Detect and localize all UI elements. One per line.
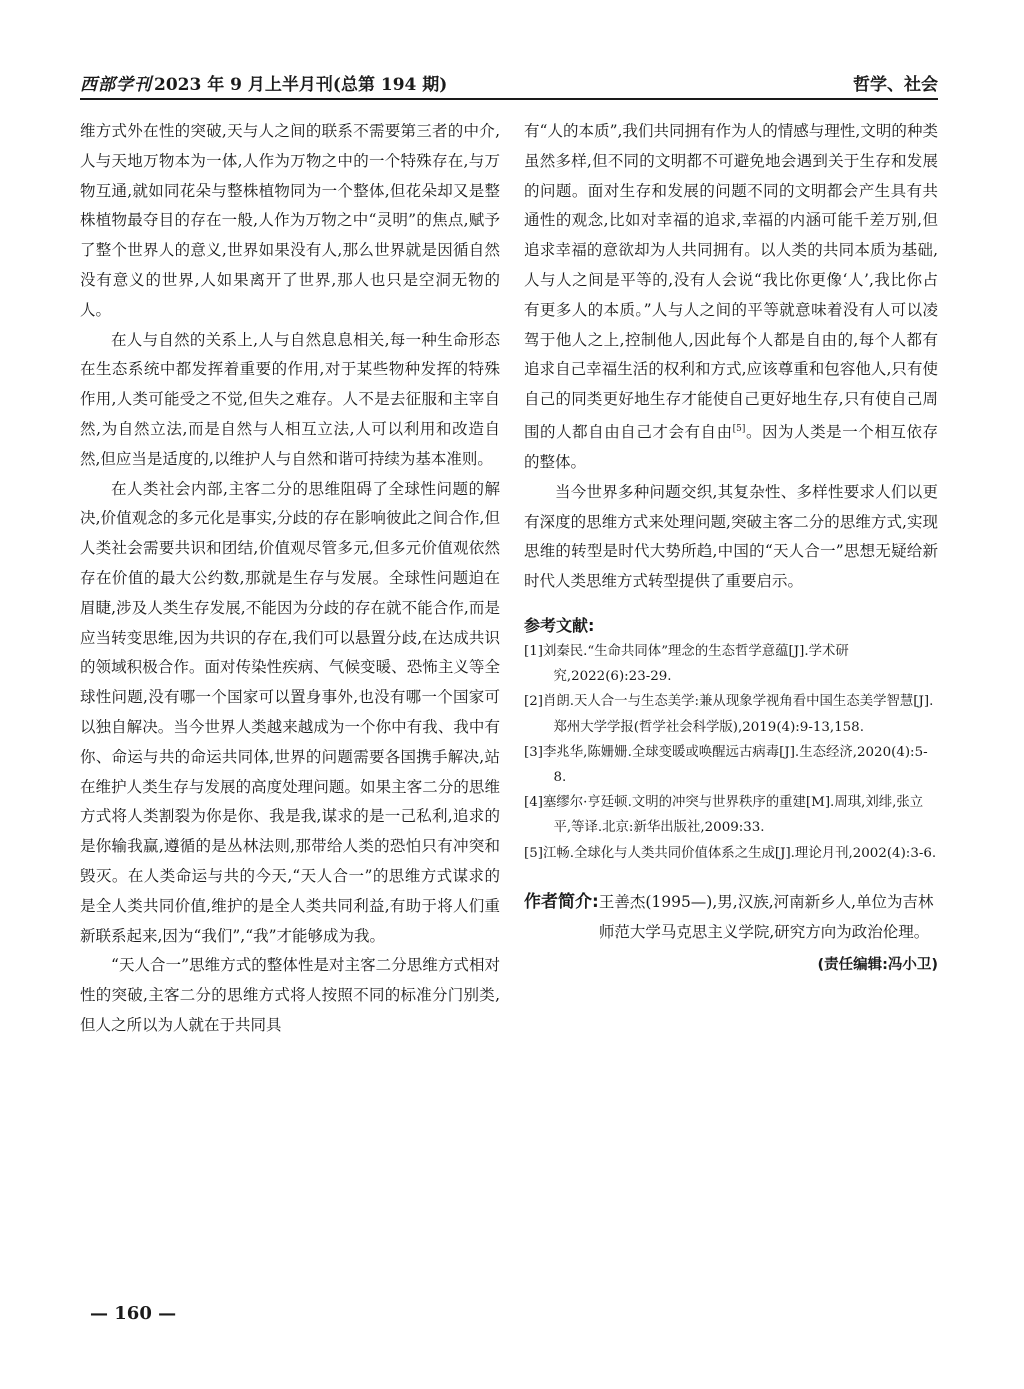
paragraph	[524, 117, 938, 478]
reference-item: [2]肖朗.天人合一与生态美学:兼从现象学视角看中国生态美学智慧[J].郑州大学学报(哲学社会科学版),2019(4):9-13,158.	[524, 694, 934, 735]
reference-item: [1]刘秦民.“生命共同体”理念的生态哲学意蕴[J].学术研究,2022(6):23-29.	[524, 643, 849, 685]
reference-item: [3]李兆华,陈姗姗.全球变暖或唤醒远古病毒[J].生态经济,2020(4):5-8.	[524, 744, 928, 785]
journal-issue	[80, 70, 447, 95]
right-column	[524, 117, 938, 981]
paragraph: “天人合一”思维方式的整体性是对主客二分思维方式相对性的突破,主客二分的思维方式将人按照不同的标准分门别类,但人之所以为人就在于共同具	[80, 956, 500, 1034]
section-name: 哲学、社会	[853, 75, 938, 95]
reference-item: [5]江畅.全球化与人类共同价值体系之生成[J].理论月刊,2002(4):3-6.	[524, 845, 937, 861]
paragraph-text: 。因为人类是一个相互依存的整体。	[524, 423, 938, 471]
page-number: — 160 —	[90, 1303, 177, 1324]
author-bio-text: 王善杰(1995—),男,汉族,河南新乡人,单位为吉林师范大学马克思主义学院,研究方向为政治伦理。	[598, 892, 934, 941]
responsible-editor: (责任编辑:冯小卫)	[817, 957, 938, 974]
reference-item: [4]塞缪尔·亨廷顿.文明的冲突与世界秩序的重建[M].周琪,刘绯,张立平,等译.北京:新华出版社,2009:33.	[524, 795, 924, 836]
issue-info: 2023 年 9 月上半月刊(总第 194 期)	[154, 75, 448, 95]
paragraph: 维方式外在性的突破,天与人之间的联系不需要第三者的中介,人与天地万物本为一体,人作为万物之中的一个特殊存在,与万物互通,就如同花朵与整株植物同为一个整体,但花朵却又是整株植物最夺目的存在一般,人作为万物之中“灵明”的焦点,赋予了整个世界人的意义,世界如果没有人,那么世界就是因循自然没有意义的世界,人如果离开了世界,那人也只是空洞无物的人。	[80, 122, 500, 319]
paragraph-text: 有“人的本质”,我们共同拥有作为人的情感与理性,文明的种类虽然多样,但不同的文明都不可避免地会遇到关于生存和发展的问题。面对生存和发展的问题不同的文明都会产生具有共通性的观念,比如对幸福的追求,幸福的内涵可能千差万别,但追求幸福的意欲却为人共同拥有。以人类的共同本质为基础,人与人之间是平等的,没有人会说“我比你更像‘人’,我比你占有更多人的本质。”人与人之间的平等就意味着没有人可以凌驾于他人之上,控制他人,因此每个人都是自由的,每个人都有追求自己幸福生活的权利和方式,应该尊重和包容他人,只有使自己的同类更好地生存才能使自己更好地生存,只有使自己周围的人都自由自己才会有自由	[524, 122, 938, 442]
author-bio-label: 作者简介:	[524, 891, 599, 912]
paragraph: 在人类社会内部,主客二分的思维阻碍了全球性问题的解决,价值观念的多元化是事实,分歧的存在影响彼此之间合作,但人类社会需要共识和团结,价值观尽管多元,但多元价值观依然存在价值的最大公约数,那就是生存与发展。全球性问题迫在眉睫,涉及人类生存发展,不能因为分歧的存在就不能合作,而是应当转变思维,因为共识的存在,我们可以悬置分歧,在达成共识的领域积极合作。面对传染性疾病、气候变暖、恐怖主义等全球性问题,没有哪一个国家可以置身事外,也没有哪一个国家可以独自解决。当今世界人类越来越成为一个你中有我、我中有你、命运与共的命运共同体,世界的问题需要各国携手解决,站在维护人类生存与发展的高度处理问题。如果主客二分的思维方式将人类割裂为你是你、我是我,谋求的是一己私利,追求的是你输我赢,遵循的是丛林法则,那带给人类的恐怕只有冲突和毁灭。在人类命运与共的今天,“天人合一”的思维方式谋求的是全人类共同价值,维护的是全人类共同利益,有助于将人们重新联系起来,因为“我们”,“我”才能够成为我。	[80, 479, 500, 945]
paragraph: 当今世界多种问题交织,其复杂性、多样性要求人们以更有深度的思维方式来处理问题,突破主客二分的思维方式,实现思维的转型是时代大势所趋,中国的“天人合一”思想无疑给新时代人类思维方式转型提供了重要启示。	[524, 482, 938, 591]
author-bio	[524, 888, 938, 948]
paragraph: 在人与自然的关系上,人与自然息息相关,每一种生命形态在生态系统中都发挥着重要的作用,对于某些物种发挥的特殊作用,人类可能受之不觉,但失之难存。人不是去征服和主宰自然,为自然立法,而是自然与人相互立法,人可以利用和改造自然,但应当是适度的,以维护人与自然和谐可持续为基本准则。	[80, 330, 500, 468]
journal-logo: 西部学刊	[80, 75, 152, 95]
references-heading: 参考文献:	[524, 615, 595, 635]
left-column	[80, 117, 500, 1041]
citation-marker: [5]	[732, 423, 746, 434]
running-header	[80, 66, 938, 100]
